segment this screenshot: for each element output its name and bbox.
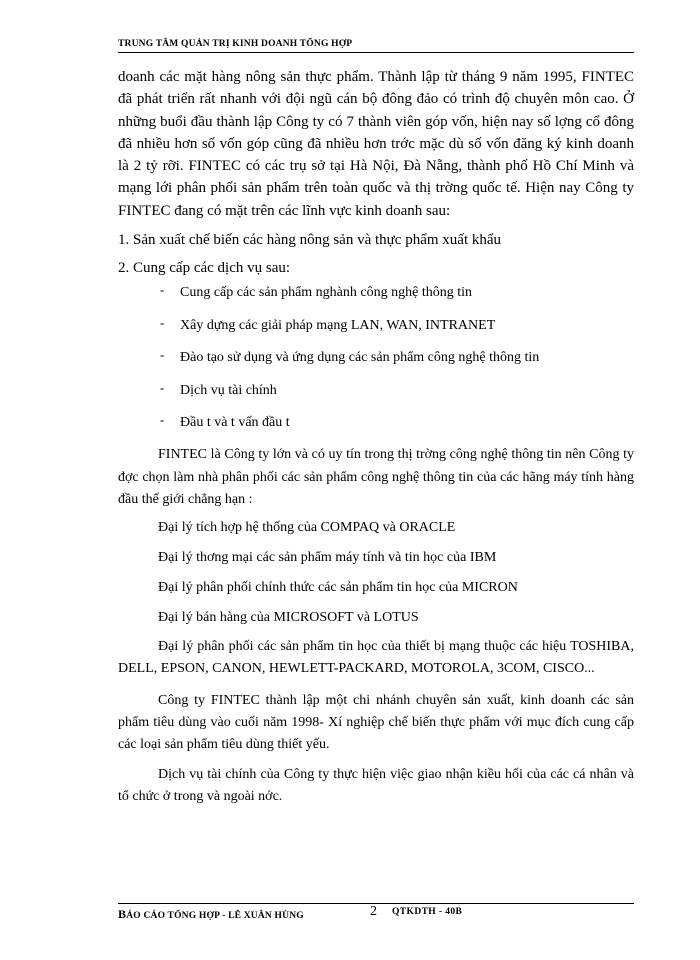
list-item [118,316,634,336]
page-number: 2 [370,904,377,919]
list-item [118,348,634,368]
service-text: Đào tạo sử dụng và ứng dụng các sản phẩm công nghệ thông tin [180,350,540,366]
page-header [118,38,634,53]
footer-class-code: QTKDTH - 40B [392,907,463,917]
footer-initial: B [118,907,127,921]
list-item-2: 2. Cung cấp các dịch vụ sau: [118,260,291,277]
finance-paragraph: Dịch vụ tài chính của Công ty thực hiện việc giao nhận kiều hối của các cá nhân và tổ chức ở trong và ngoài nớc. [118,766,634,804]
agency-list [118,518,634,628]
service-text: Dịch vụ tài chính [180,382,277,398]
list-item: Đại lý phân phối chính thức các sản phẩm tin học của MICRON [158,579,518,595]
page-footer [118,903,634,924]
list-item [118,283,634,303]
footer-title-rest: ÁO CÁO TỔNG HỢP - LÊ XUÂN HÙNG [126,911,304,921]
document-body [118,66,634,808]
intro-paragraph: doanh các mặt hàng nông sản thực phẩm. Thành lập từ tháng 9 năm 1995, FINTEC đã phát triển rất nhanh với đội ngũ cán bộ đông đảo có trình độ chuyên môn cao. Ở những buổi đầu thành lập Công ty có 7 thành viên góp vốn, hiện nay số lợng cổ đông đã nhiều hơn số vốn góp cũng đã nhiều hơn trớc mặc dù số vốn đăng ký kinh doanh là 2 tỷ rỡi. FINTEC có các trụ sở tại Hà Nội, Đà Nẵng, thành phố Hồ Chí Minh và mạng lới phân phối sản phẩm trên toàn quốc và thị trờng quốc tế. Hiện nay Công ty FINTEC đang có mặt trên các lĩnh vực kinh doanh sau: [118,69,634,219]
bullet-dash: - [160,412,165,428]
bullet-dash: - [160,314,165,330]
list-item: Đại lý thơng mại các sản phẩm máy tính và tin học của IBM [158,549,497,565]
footer-report-title [118,907,304,922]
service-text: Đầu t và t vấn đầu t [180,415,290,431]
service-text: Xây dựng các giải pháp mạng LAN, WAN, INTRANET [180,317,496,333]
services-list [118,283,634,433]
list-item [118,381,634,401]
header-title: TRUNG TÂM QUẢN TRỊ KINH DOANH TỔNG HỢP [118,39,353,49]
service-text: Cung cấp các sản phẩm nghành công nghệ thông tin [180,285,472,301]
branch-paragraph: Công ty FINTEC thành lập một chi nhánh chuyên sản xuất, kinh doanh các sản phẩm tiêu dùng vào cuối năm 1998- Xí nghiệp chế biến thực phẩm với mục đích cung cấp các loại sản phẩm tiêu dùng thiết yếu. [118,692,634,752]
bullet-dash: - [160,379,165,395]
fintec-paragraph: FINTEC là Công ty lớn và có uy tín trong thị trờng công nghệ thông tin nên Công ty đợc chọn làm nhà phân phối các sản phẩm công nghệ thông tin của các hãng máy tính hàng đầu thế giới chẳng hạn : [118,447,634,508]
bullet-dash: - [160,347,165,363]
distribution-paragraph: Đại lý phân phối các sản phẩm tin học của thiết bị mạng thuộc các hiệu TOSHIBA, DELL, EPSON, CANON, HEWLETT-PACKARD, MOTOROLA, 3COM, CISCO... [118,638,634,676]
list-item [118,413,634,433]
bullet-dash: - [160,282,165,298]
list-item: Đại lý bán hàng của MICROSOFT và LOTUS [158,609,419,625]
list-item-1: 1. Sản xuất chế biến các hàng nông sản và thực phẩm xuất khẩu [118,232,502,249]
list-item: Đại lý tích hợp hệ thống của COMPAQ và ORACLE [158,519,456,535]
